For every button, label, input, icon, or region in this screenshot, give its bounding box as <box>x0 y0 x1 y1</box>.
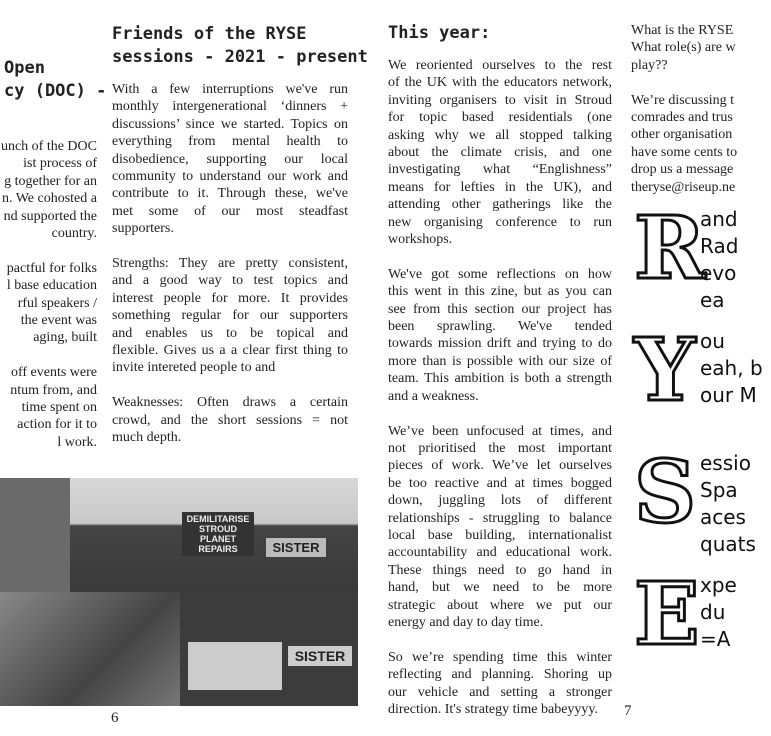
left-heading <box>4 57 106 103</box>
text-line: investigating what “Englishness” <box>388 162 612 178</box>
text-line: this went in this zine, but as you can <box>388 284 612 300</box>
drawn-letter: R <box>634 198 706 299</box>
text-line: Weaknesses: Often draws a certain <box>112 395 348 411</box>
text-line: So we’re spending time this winter <box>388 649 612 665</box>
paragraph <box>112 394 348 446</box>
heading-line: Friends of the RYSE <box>112 24 307 44</box>
paragraph <box>0 260 97 347</box>
text-line: nd supported the <box>3 208 97 224</box>
text-line: more than is possible with our size of <box>388 353 612 369</box>
text-line: everything from mental health to <box>112 134 348 150</box>
text-line: towards mission drift and trying to do <box>388 336 612 352</box>
text-line: country. <box>51 226 97 242</box>
drawn-letter: E <box>634 564 700 665</box>
text-line: comrades and trus <box>631 110 733 126</box>
this-year-heading: This year: <box>388 23 491 43</box>
text-line: Strengths: They are pretty consistent, <box>112 256 348 272</box>
text-line: workshops. <box>388 232 453 248</box>
text-line: monthly intergenerational ‘dinners + <box>112 99 348 115</box>
text-line: supporters. <box>112 221 174 237</box>
text-line: been sprawling. We've tended <box>388 319 612 335</box>
heading-line: sessions - 2021 - present <box>112 47 368 67</box>
banner-sister: SISTER <box>266 538 326 557</box>
drawn-word: ou <box>700 329 725 353</box>
text-line: With a few interruptions we've run <box>112 82 348 97</box>
paragraph <box>388 649 612 719</box>
page-number: 7 <box>624 703 632 719</box>
drawn-word: Rad <box>700 234 739 258</box>
text-line: accountability and educational work. <box>388 545 612 561</box>
paragraph <box>631 22 771 74</box>
text-line: play?? <box>631 57 668 73</box>
banner-sister: SISTER <box>288 646 352 666</box>
text-line: our vehicle and setting a stronger <box>388 684 612 700</box>
text-line: ntum from, and <box>10 382 97 398</box>
text-line: not prioritised the most important <box>388 440 612 456</box>
text-line: What role(s) are w <box>631 40 736 56</box>
text-line: contribute to it. Through these, we've <box>112 186 348 202</box>
text-line: and a weakness. <box>388 388 479 404</box>
far-right-text <box>631 22 771 213</box>
left-column-text <box>0 138 97 469</box>
text-line: for topic based residentials (one <box>388 110 612 126</box>
text-line: aging, built <box>33 330 97 346</box>
photo-balcony-banners <box>70 478 358 592</box>
text-line: local base building, internationalist <box>388 527 612 543</box>
photo-garden <box>0 592 180 706</box>
letter-group <box>634 442 756 568</box>
letter-group <box>634 564 740 690</box>
text-line: new organising conference to run <box>388 214 612 230</box>
text-line: off events were <box>10 365 97 381</box>
drawn-word: ea <box>700 288 725 312</box>
text-line: about the climate crisis, and one <box>388 145 612 161</box>
text-line: invite intereted people to and <box>112 360 276 376</box>
text-line: time spent on <box>21 400 97 416</box>
text-line: interest people for more. It provides <box>112 290 348 306</box>
text-line: crowd, and the short sessions = not <box>112 412 348 428</box>
text-line: met some of our most steadfast <box>112 203 348 219</box>
text-line: discussions’ since we started. Topics on <box>112 116 348 132</box>
text-line: relationships - struggling to balance <box>388 510 612 526</box>
paragraph <box>388 57 612 248</box>
drawn-word: essio <box>700 451 751 475</box>
text-line: l work. <box>57 434 97 450</box>
text-line: be too reactive and at times bogged <box>388 475 612 491</box>
text-line: team. This ambition is both a strength <box>388 371 612 387</box>
drawn-word: our M <box>700 383 757 407</box>
text-line: strategic about where we put our <box>388 597 612 613</box>
text-line: g together for an <box>4 173 97 189</box>
text-line: energy and day to day time. <box>388 614 544 630</box>
text-line: down, juggling lots of different <box>388 493 612 509</box>
this-year-text <box>388 57 612 736</box>
text-line: have some cents to <box>631 144 738 160</box>
friends-text <box>112 81 348 464</box>
drawn-word: and <box>700 207 738 231</box>
drawn-word: eah, b <box>700 356 763 380</box>
text-line: means for lefties in the UK), and <box>388 179 612 195</box>
text-line: pieces of work. We’ve let ourselves <box>388 458 612 474</box>
text-line: drop us a message <box>631 162 734 178</box>
text-line: attending other gatherings like the <box>388 197 612 213</box>
text-line: much depth. <box>112 430 182 446</box>
text-line: and a good way to test topics and <box>112 273 348 289</box>
text-line: ist process of <box>23 156 97 172</box>
text-line: We’ve been unfocused at times, and <box>388 423 612 439</box>
text-line: asking why we all stopped talking <box>388 127 612 143</box>
friends-heading <box>112 23 368 69</box>
paragraph <box>0 138 97 242</box>
photo-group-banners <box>180 592 358 706</box>
text-line: rful speakers / <box>17 295 97 311</box>
text-line: community to understand our work and <box>112 169 348 185</box>
drawn-word: du <box>700 600 726 624</box>
paragraph <box>112 255 348 377</box>
paragraph <box>112 81 348 238</box>
drawn-word: xpe <box>700 573 737 597</box>
banner-demilitarise: DEMILITARISE STROUD PLANET REPAIRS <box>182 512 254 556</box>
drawn-word: quats <box>700 532 756 556</box>
paragraph <box>631 92 771 196</box>
text-line: reflecting and planning. Shoring up <box>388 667 612 683</box>
text-line: n. We cohosted a <box>1 191 97 207</box>
text-line: other organisation <box>631 127 733 143</box>
text-line: pactful for folks <box>6 260 97 276</box>
heading-line: Open <box>4 58 45 78</box>
text-line: something regular for our supporters <box>112 308 348 324</box>
drawn-letter: S <box>634 442 697 543</box>
text-line: theryse@riseup.ne <box>631 179 736 195</box>
text-line: the event was <box>20 313 97 329</box>
drawn-word: Spa <box>700 478 738 502</box>
paragraph <box>388 423 612 632</box>
text-line: action for it to <box>17 417 97 433</box>
text-line: We reoriented ourselves to the rest <box>388 58 612 73</box>
text-line: disobedience, supporting our local <box>112 151 348 167</box>
text-line: and enables us to be topical and <box>112 325 348 341</box>
text-line: What is the RYSE <box>631 23 734 38</box>
text-line: see from this section our project has <box>388 301 612 317</box>
letter-group <box>634 320 763 446</box>
text-line: inviting organisers to visit in Stroud <box>388 92 612 108</box>
drawn-letter: Y <box>634 320 696 421</box>
text-line: flexible. Gives us a a clear first thing to <box>112 343 348 359</box>
text-line: l base education <box>6 278 97 294</box>
text-line: We’re discussing t <box>631 92 735 108</box>
text-line: We've got some reflections on how <box>388 266 612 282</box>
page-number: 6 <box>111 710 119 726</box>
paragraph <box>0 364 97 451</box>
heading-line: cy (DOC) - <box>4 81 107 101</box>
paragraph <box>388 266 612 405</box>
text-line: direction. It's strategy time babeyyyy. <box>388 701 598 717</box>
banner-badges <box>188 642 282 690</box>
drawn-word: evo <box>700 261 737 285</box>
ryse-hand-lettering <box>634 198 763 696</box>
drawn-word: =A <box>700 627 731 651</box>
letter-group <box>634 198 740 324</box>
text-line: unch of the DOC <box>0 139 97 154</box>
photo-indoor-session <box>0 478 70 592</box>
drawn-word: aces <box>700 505 746 529</box>
text-line: of the UK with the educators network, <box>388 75 612 91</box>
text-line: hand, but we need to be more <box>388 580 612 596</box>
text-line: These things need to go hand in <box>388 562 612 578</box>
